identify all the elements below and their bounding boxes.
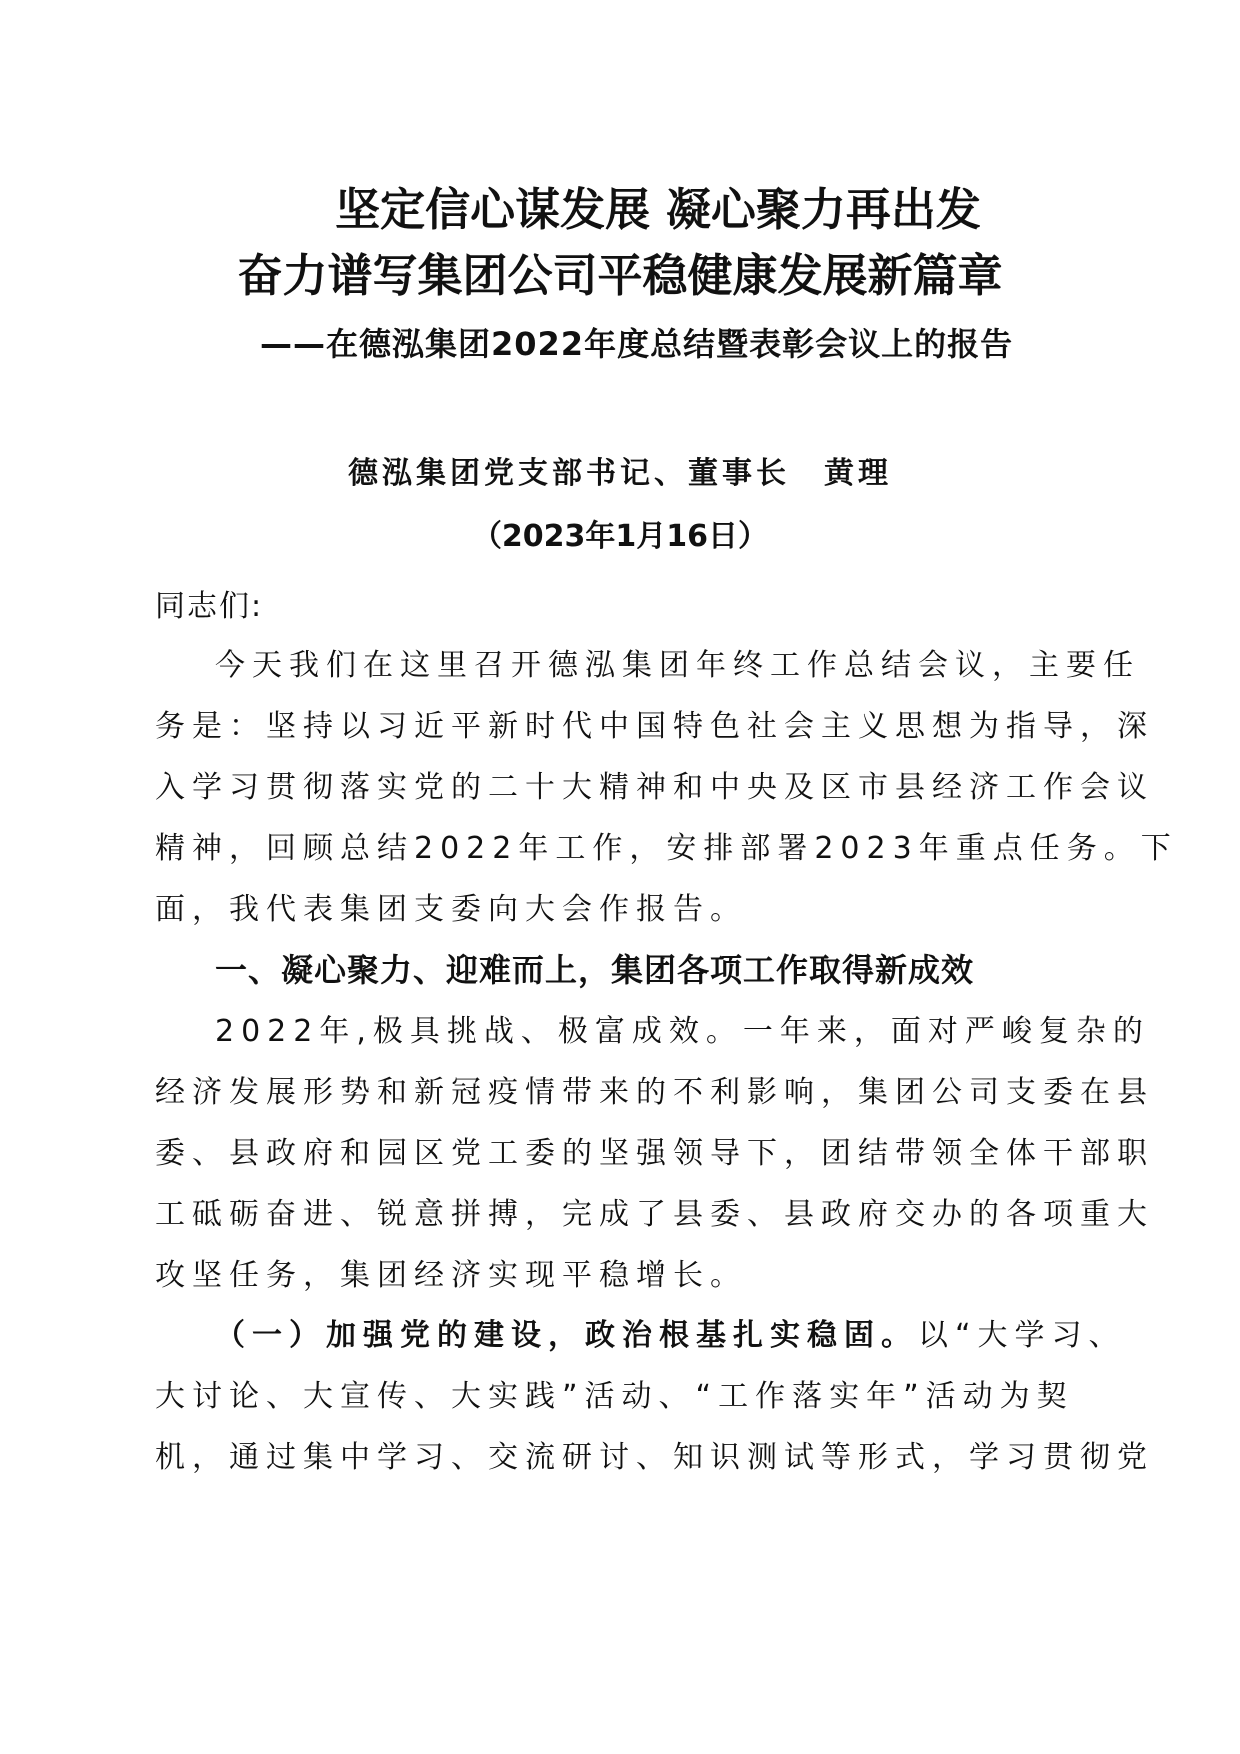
author-line: 德泓集团党支部书记、董事长 黄理 (348, 456, 892, 491)
intro-line: 务是：坚持以习近平新时代中国特色社会主义思想为指导，深 (155, 709, 1154, 744)
section-heading: 一、凝心聚力、迎难而上，集团各项工作取得新成效 (215, 951, 975, 989)
intro-line: 精神，回顾总结2022年工作，安排部署2023年重点任务。下 (155, 831, 1178, 866)
subtitle: ——在德泓集团2022年度总结暨表彰会议上的报告 (260, 325, 1014, 363)
intro-line: 入学习贯彻落实党的二十大精神和中央及区市县经济工作会议 (155, 770, 1154, 805)
subsection-text: 以“大学习、 (918, 1318, 1126, 1353)
subsection-heading: （一）加强党的建设，政治根基扎实稳固。 (215, 1318, 918, 1353)
title-line-2: 奋力谱写集团公司平稳健康发展新篇章 (237, 249, 1003, 302)
intro-line: 今天我们在这里召开德泓集团年终工作总结会议，主要任 (215, 648, 1140, 683)
section-line: 经济发展形势和新冠疫情带来的不利影响，集团公司支委在县 (155, 1075, 1154, 1110)
title-line-1: 坚定信心谋发展 凝心聚力再出发 (335, 183, 981, 236)
section-line: 委、县政府和园区党工委的坚强领导下，团结带领全体干部职 (155, 1136, 1154, 1171)
intro-line: 面，我代表集团支委向大会作报告。 (155, 892, 747, 927)
subsection-first-line (215, 1314, 1126, 1358)
subsection-line: 机，通过集中学习、交流研讨、知识测试等形式，学习贯彻党 (155, 1440, 1154, 1475)
date-line: （2023年1月16日） (471, 519, 769, 554)
section-line: 2022年,极具挑战、极富成效。一年来，面对严峻复杂的 (215, 1014, 1150, 1049)
greeting: 同志们: (155, 589, 264, 624)
section-line: 工砥砺奋进、锐意拼搏，完成了县委、县政府交办的各项重大 (155, 1197, 1154, 1232)
section-line: 攻坚任务，集团经济实现平稳增长。 (155, 1258, 747, 1293)
subsection-line: 大讨论、大宣传、大实践”活动、“工作落实年”活动为契 (155, 1379, 1074, 1414)
